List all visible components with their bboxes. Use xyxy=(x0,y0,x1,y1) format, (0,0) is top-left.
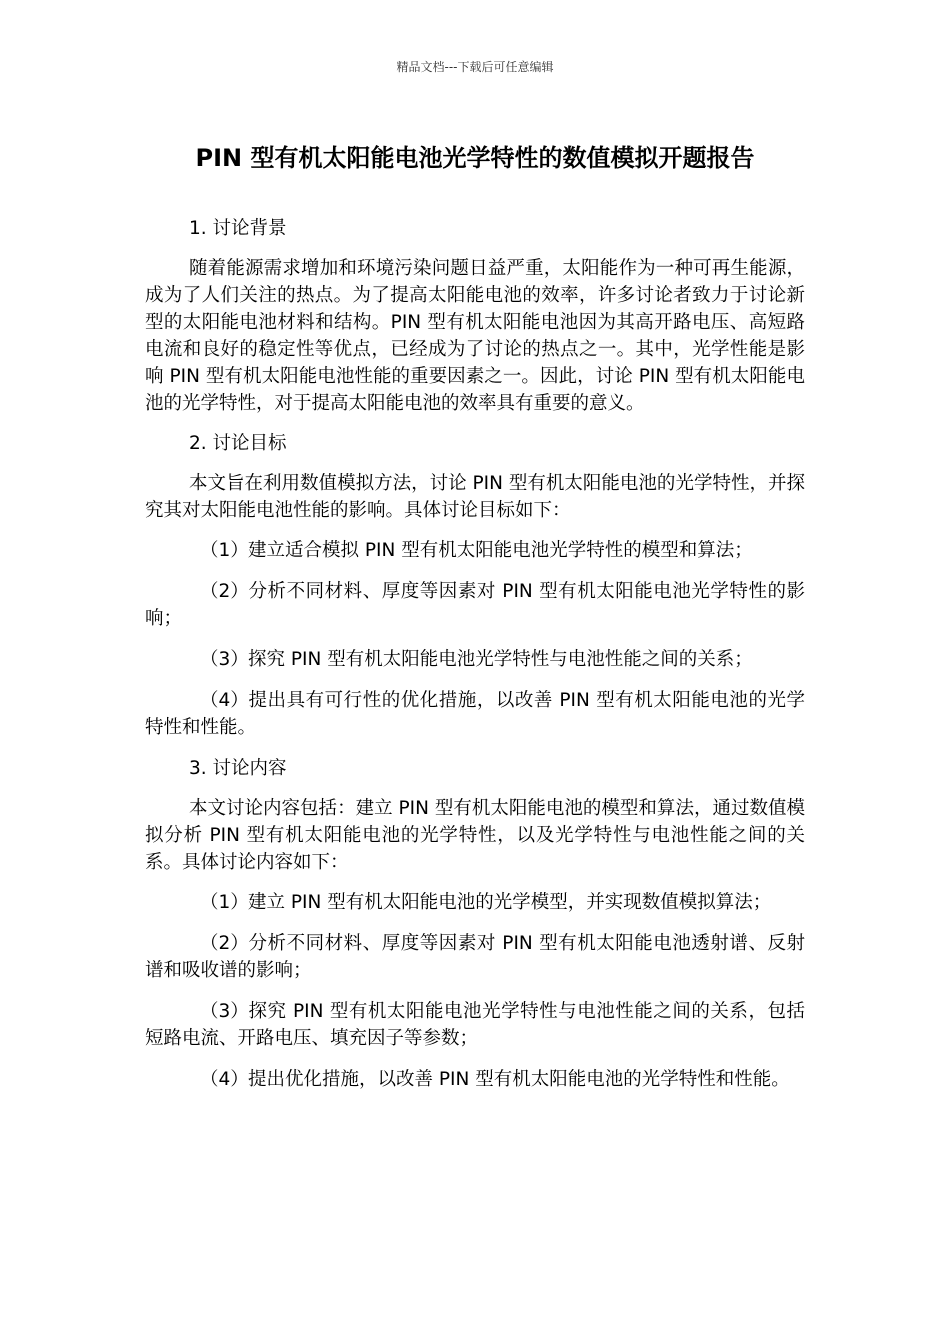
list-item-number: （4） xyxy=(200,1069,249,1090)
list-item-text: 提出优化措施，以改善 PIN 型有机太阳能电池的光学特性和性能。 xyxy=(248,1069,790,1090)
section-paragraph: 本文旨在利用数值模拟方法，讨论 PIN 型有机太阳能电池的光学特性，并探究其对太阳能电池性能的影响。具体讨论目标如下： xyxy=(145,473,805,521)
section-paragraph: 随着能源需求增加和环境污染问题日益严重，太阳能作为一种可再生能源，成为了人们关注的热点。为了提高太阳能电池的效率，许多讨论者致力于讨论新型的太阳能电池材料和结构。PIN 型有机太阳能电池因为其高开路电压、高短路电流和良好的稳定性等优点，已经成为了讨论的热点之一。其中，光学性能是影响 PIN 型有机太阳能电池性能的重要因素之一。因此，讨论 PIN 型有机太阳能电池的光学特性，对于提高太阳能电池的效率具有重要的意义。 xyxy=(145,258,805,414)
list-item xyxy=(145,889,805,916)
list-item xyxy=(145,646,805,673)
list-item-text: 探究 PIN 型有机太阳能电池光学特性与电池性能之间的关系，包括短路电流、开路电压、填充因子等参数； xyxy=(145,1001,805,1049)
list-item xyxy=(145,578,805,632)
list-item-text: 提出具有可行性的优化措施，以改善 PIN 型有机太阳能电池的光学特性和性能。 xyxy=(145,690,805,738)
document-body xyxy=(145,215,805,1107)
list-item xyxy=(145,537,805,564)
section-heading: 3. 讨论内容 xyxy=(189,758,287,779)
section-goals xyxy=(145,430,805,741)
list-item-number: （2） xyxy=(200,933,249,954)
list-item-number: （3） xyxy=(200,649,249,670)
list-item-number: （4） xyxy=(200,690,249,711)
list-item-number: （3） xyxy=(200,1001,249,1022)
list-item-text: 分析不同材料、厚度等因素对 PIN 型有机太阳能电池光学特性的影响； xyxy=(145,581,805,629)
section-paragraph: 本文讨论内容包括：建立 PIN 型有机太阳能电池的模型和算法，通过数值模拟分析 PIN 型有机太阳能电池的光学特性，以及光学特性与电池性能之间的关系。具体讨论内容如下： xyxy=(145,798,805,873)
document-title: PIN 型有机太阳能电池光学特性的数值模拟开题报告 xyxy=(195,144,755,172)
list-item xyxy=(145,930,805,984)
list-item xyxy=(145,998,805,1052)
section-background xyxy=(145,215,805,417)
page-header-note: 精品文档---下载后可任意编辑 xyxy=(396,60,554,74)
section-heading: 1. 讨论背景 xyxy=(189,218,287,239)
list-item xyxy=(145,1066,805,1093)
list-item-text: 建立 PIN 型有机太阳能电池的光学模型，并实现数值模拟算法； xyxy=(248,892,772,913)
list-item-number: （2） xyxy=(200,581,249,602)
list-item-text: 分析不同材料、厚度等因素对 PIN 型有机太阳能电池透射谱、反射谱和吸收谱的影响； xyxy=(145,933,805,981)
section-heading: 2. 讨论目标 xyxy=(189,433,287,454)
list-item-text: 探究 PIN 型有机太阳能电池光学特性与电池性能之间的关系； xyxy=(248,649,753,670)
list-item xyxy=(145,687,805,741)
list-item-text: 建立适合模拟 PIN 型有机太阳能电池光学特性的模型和算法； xyxy=(248,540,753,561)
list-item-number: （1） xyxy=(200,892,249,913)
list-item-number: （1） xyxy=(200,540,249,561)
section-content xyxy=(145,755,805,1093)
